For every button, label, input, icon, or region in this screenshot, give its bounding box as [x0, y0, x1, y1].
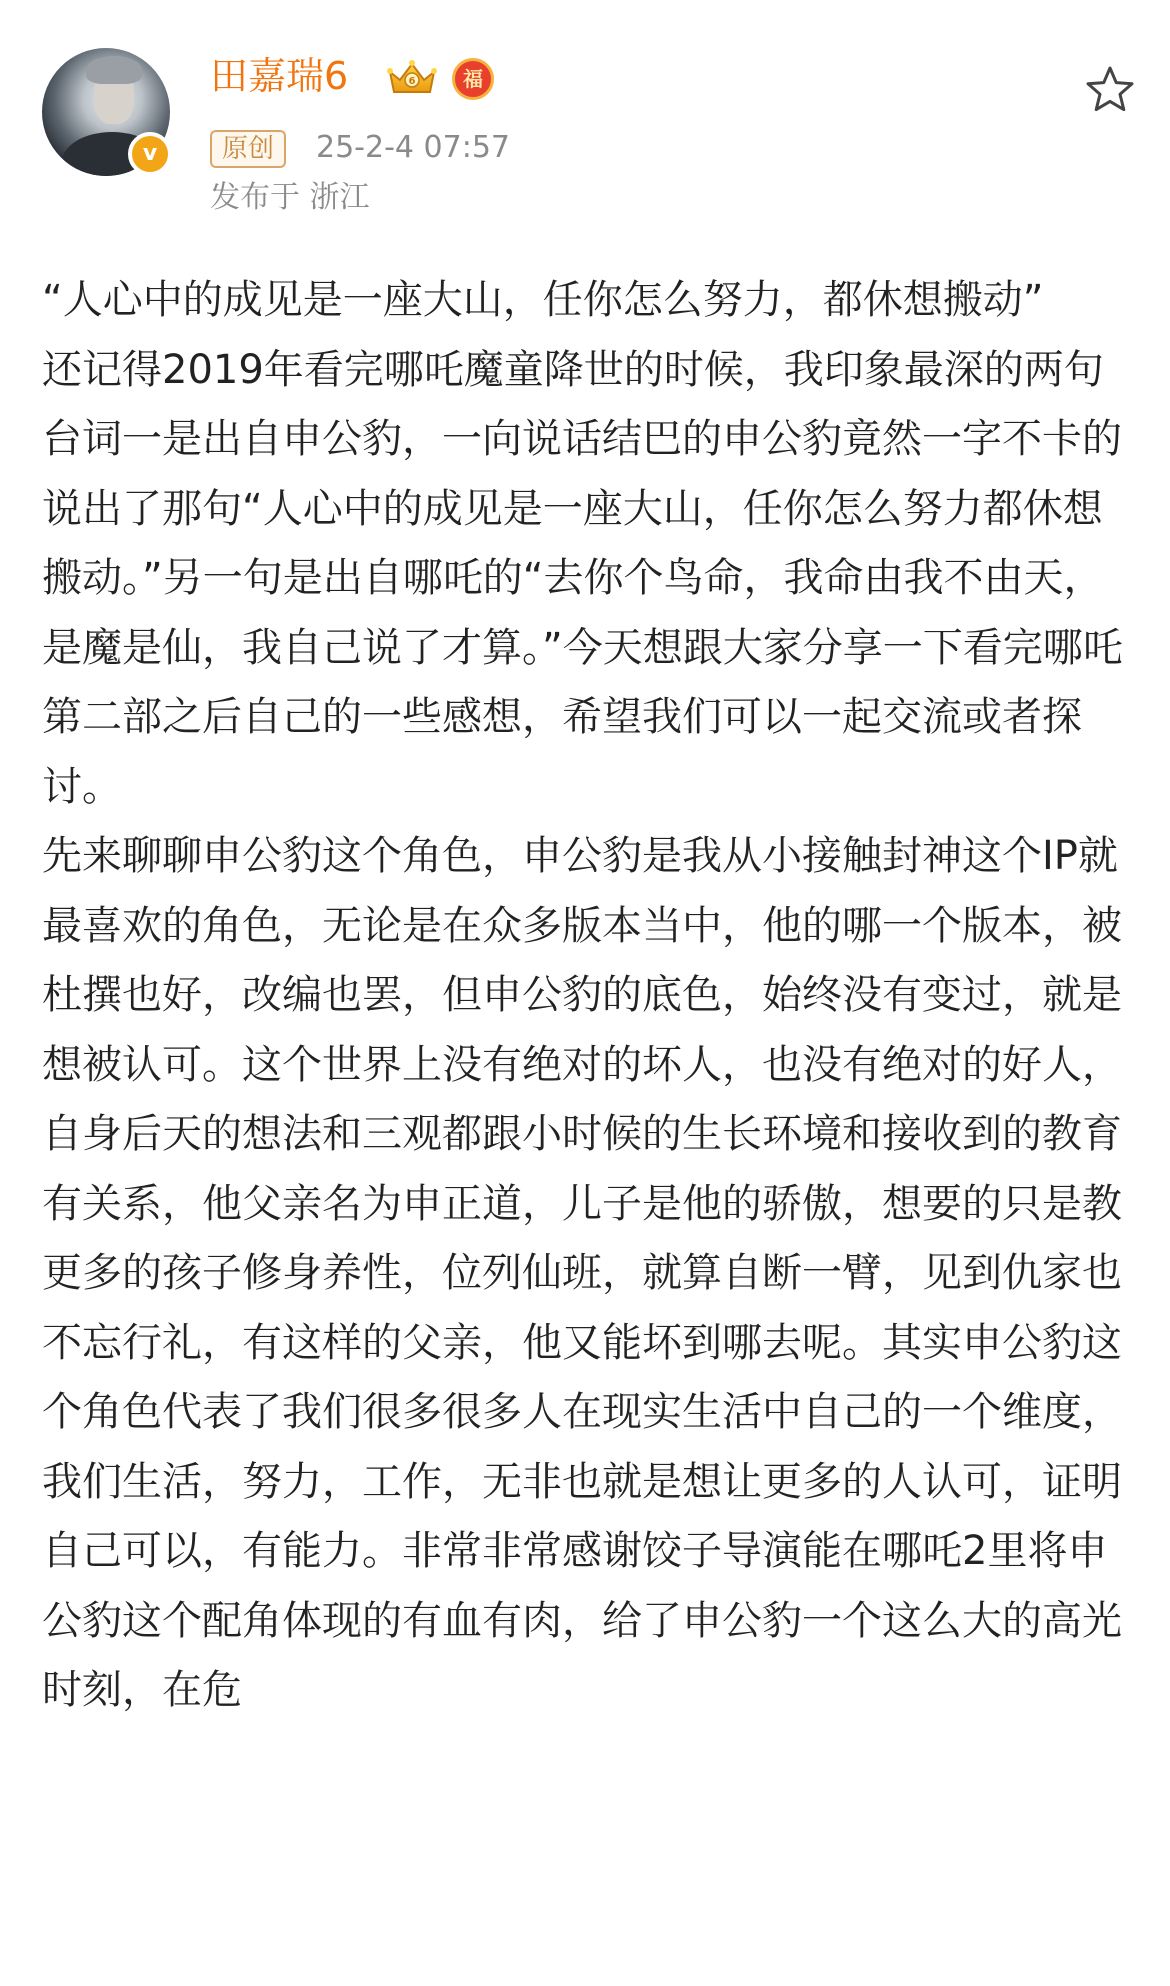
verified-badge-icon: v: [128, 132, 172, 176]
fu-badge-icon[interactable]: 福: [452, 58, 494, 100]
post-paragraph-intro: 还记得2019年看完哪吒魔童降世的时候，我印象最深的两句台词一是出自申公豹，一向说话结巴的申公豹竟然一字不卡的说出了那句“人心中的成见是一座大山，任你怎么努力都休想搬动。”另一句是出自哪吒的“去你个鸟命，我命由我不由天，是魔是仙，我自己说了才算。”今天想跟大家分享一下看完哪吒第二部之后自己的一些感想，希望我们可以一起交流或者探讨。: [42, 346, 1123, 810]
svg-text:6: 6: [408, 76, 416, 87]
post-header: [0, 0, 1170, 230]
post-paragraph-shengongbao: 先来聊聊申公豹这个角色，申公豹是我从小接触封神这个IP就最喜欢的角色，无论是在众多版本当中，他的哪一个版本，被杜撰也好，改编也罢，但申公豹的底色，始终没有变过，就是想被认可。这个世界上没有绝对的坏人，也没有绝对的好人，自身后天的想法和三观都跟小时候的生长环境和接收到的教育有关系，他父亲名为申正道，儿子是他的骄傲，想要的只是教更多的孩子修身养性，位列仙班，就算自断一臂，见到仇家也不忘行礼，有这样的父亲，他又能坏到哪去呢。其实申公豹这个角色代表了我们很多很多人在现实生活中自己的一个维度，我们生活，努力，工作，无非也就是想让更多的人认可，证明自己可以，有能力。非常非常感谢饺子导演能在哪吒2里将申公豹这个配角体现的有血有肉，给了申公豹一个这么大的高光时刻，在危: [42, 833, 1122, 1713]
favorite-star-icon[interactable]: [1082, 62, 1138, 118]
author-name[interactable]: 田嘉瑞6: [210, 54, 349, 98]
post-body: [42, 266, 1132, 1726]
post-location: 发布于 浙江: [210, 180, 370, 215]
post-timestamp: 25-2-4 07:57: [316, 130, 510, 165]
original-tag: 原创: [210, 130, 286, 168]
post-paragraph-quote: “人心中的成见是一座大山，任你怎么努力，都休想搬动”: [42, 277, 1044, 323]
crown-badge-icon[interactable]: [386, 58, 438, 98]
avatar-hair: [86, 56, 142, 84]
